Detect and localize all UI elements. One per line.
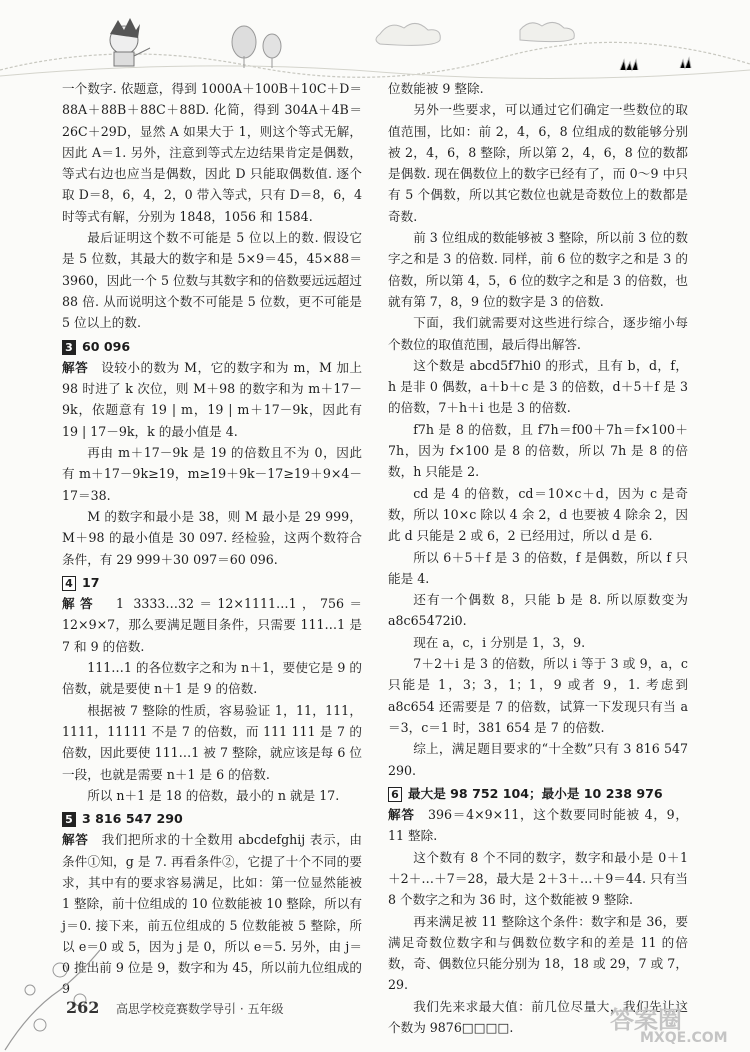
paragraph: 根据被 7 整除的性质，容易验证 1，11，111，1111，11111 不是 7 的倍数，而 111 111 是 7 的倍数，因此要使 111…1 被 7 整除，就应该是每 6 位一段，也就是需要 n＋1 是 6 的倍数.	[62, 702, 362, 782]
watermark-text: 答案圈	[610, 1006, 682, 1034]
problem-5-answer	[62, 808, 362, 829]
paragraph: 一个数字. 依题意，得到 1000A＋100B＋10C＋D＝88A＋88B＋88C＋88D. 化简，得到 304A＋4B＝26C＋29D，显然 A 如果大于 1，则这个等式无解，因此 A＝1. 另外，注意到等式左边结果肯定是偶数，等式右边也应当是偶数，因此 D 只能取偶数值. 逐个取 D＝8，6，4，2，0 带入等式，只有 D＝8，6，4 时等式有解，分别为 1848，1056 和 1584.	[62, 81, 362, 224]
paragraph: 现在 a，c，i 分别是 1，3，9.	[413, 634, 586, 650]
paragraph: 这个数是 abcd5f7hi0 的形式，且有 b，d，f，h 是非 0 偶数，a＋b＋c 是 3 的倍数，d＋5＋f 是 3 的倍数，7＋h＋i 也是 3 的倍数.	[388, 357, 688, 416]
paragraph: 111…1 的各位数字之和为 n＋1，要使它是 9 的倍数，就是要使 n＋1 是 9 的倍数.	[62, 660, 362, 697]
cloud-icon	[376, 22, 574, 45]
floral-decoration-icon	[0, 930, 120, 1052]
book-title: 高思学校竞赛数学导引 · 五年级	[116, 1002, 284, 1016]
solution-text: 我们把所求的十全数用 abcdefghij 表示，由条件①知，g 是 7. 再看条件②，它提了十个不同的要求，其中有的要求容易满足，比如：第一位显然能被 1 整除，前十位组成的 10 位数能被 10 整除，所以有 j＝0. 接下来，前五位组成的 5 位数能被 5 整除，所以 e＝0 或 5，因为 j 是 0，所以 e＝5. 另外，由 j＝0 推出前 9 位是 9，数字和为 45，所以前九位组成的 9	[62, 832, 363, 997]
paragraph: 再由 m＋17－9k 是 19 的倍数且不为 0，因此有 m＋17－9k≥19，m≥19＋9k－17≥19＋9×4－17＝38.	[62, 445, 362, 503]
solution-label: 解答	[62, 359, 89, 375]
problem-3-answer	[62, 336, 362, 357]
boy-cartoon-icon	[110, 18, 150, 66]
solution-label: 解答	[388, 807, 415, 823]
solution-label: 解答	[62, 596, 98, 612]
solution-text: 设较小的数为 M，它的数字和为 m，M 加上 98 时进了 k 次位，则 M＋98 的数字和为 m＋17－9k，依题意有 19 | m，19 | m＋17－9k，因此有 19 | 17－9k，k 的最小值是 4.	[62, 359, 363, 439]
solution-paragraph	[388, 804, 688, 847]
paragraph: 下面，我们就需要对这些进行综合，逐步缩小每个数位的取值范围，最后得出解答.	[388, 315, 688, 352]
problem-6-answer	[388, 783, 688, 804]
paragraph: 最后证明这个数不可能是 5 位以上的数. 假设它是 5 位数，其最大的数字和是 5×9＝45，45×88＝3960，因此一个 5 位数与其数字和的倍数要远远超过 88 倍. 从而说明这个数不可能是 5 位数，更不可能是 5 位以上的数.	[62, 230, 362, 331]
paragraph: f7h 是 8 的倍数，且 f7h＝f00＋7h＝f×100＋7h，因为 f×100 是 8 的倍数，所以 7h 是 8 的倍数，h 只能是 2.	[388, 421, 688, 480]
paragraph: 7＋2＋i 是 3 的倍数，所以 i 等于 3 或 9，a，c 只能是 1，3；3，1；1，9 或者 9，1. 考虑到 a8c654 还需要是 7 的倍数，试算一下发现只有当 a＝3，c＝1 时，381 654 是 7 的倍数.	[388, 656, 688, 735]
answer-value: 60 096	[82, 338, 131, 354]
paragraph: M 的数字和最小是 38，则 M 最小是 29 999，M＋98 的最小值是 30 097. 经检验，这两个数符合条件，有 29 999＋30 097＝60 096.	[62, 508, 362, 567]
left-column	[62, 78, 362, 1000]
answer-value: 17	[82, 574, 100, 590]
paragraph: cd 是 4 的倍数，cd＝10×c＋d，因为 c 是奇数，所以 10×c 除以 4 余 2，d 也要被 4 除余 2，因此 d 只能是 2 或 6，2 已经用过，所以 d 是 6.	[388, 485, 688, 544]
problem-number-badge: 5	[62, 812, 76, 827]
answer-value: 最大是 98 752 104；最小是 10 238 976	[408, 785, 663, 801]
solution-label: 解答	[62, 832, 89, 848]
problem-number-badge: 3	[62, 340, 76, 355]
watermark-url: MXQE.COM	[640, 1030, 728, 1046]
page-number: 262	[66, 998, 100, 1017]
paragraph: 所以 n＋1 是 18 的倍数，最小的 n 就是 17.	[87, 787, 340, 803]
paragraph: 这个数有 8 个不同的数字，数字和最小是 0＋1＋2＋…＋7＝28，最大是 2＋3＋…＋9＝44. 只有当 8 个数字之和为 36 时，这个数能被 9 整除.	[388, 849, 688, 908]
paragraph: 再来满足被 11 整除这个条件：数字和是 36，要满足奇数位数字和与偶数位数字和的差是 11 的倍数，奇、偶数位只能分别为 18，18 或 29，7 或 7，29.	[388, 913, 688, 993]
paragraph: 另外一些要求，可以通过它们确定一些数位的取值范围，比如：前 2，4，6，8 位组成的数能够分别被 2，4，6，8 整除，所以第 2，4，6，8 位的数都是偶数. 现在偶数位上的数字已经有了，而 0～9 中只有 5 个偶数，所以其它数位也就是奇数位上的数都是奇数.	[388, 102, 688, 224]
paragraph: 综上，满足题目要求的“十全数”只有 3 816 547 290.	[388, 741, 688, 778]
paragraph: 所以 6＋5＋f 是 3 的倍数，f 是偶数，所以 f 只能是 4.	[388, 549, 688, 586]
solution-text: 396＝4×9×11，这个数要同时能被 4，9，11 整除.	[388, 807, 689, 844]
solution-paragraph	[62, 593, 362, 657]
problem-number-badge: 6	[388, 787, 402, 802]
solution-paragraph	[62, 357, 362, 442]
paragraph: 还有一个偶数 8，只能 b 是 8. 所以原数变为 a8c65472i0.	[388, 592, 688, 629]
paragraph: 位数能被 9 整除.	[388, 81, 484, 96]
grass-icon	[620, 58, 691, 70]
problem-4-answer	[62, 572, 362, 593]
header-decoration-icon	[0, 0, 750, 80]
paragraph: 我们先来求最大值：前几位尽量大，我们先让这个数为 9876□□□□.	[388, 998, 688, 1036]
right-column	[388, 78, 688, 1038]
answer-value: 3 816 547 290	[82, 811, 183, 827]
solution-text: 1 3333…32＝12×1111…1，756＝12×9×7，那么要满足题目条件，只需要 111…1 是 7 和 9 的倍数.	[62, 596, 363, 654]
paragraph: 前 3 位组成的数能够被 3 整除，所以前 3 位的数字之和是 3 的倍数. 同样，前 6 位的数字之和是 3 的倍数，所以第 4，5，6 位的数字之和是 3 的倍数，也就有第 7，8，9 位的数字是 3 的倍数.	[388, 230, 688, 309]
problem-number-badge: 4	[62, 576, 76, 591]
tree-icon	[232, 26, 281, 68]
